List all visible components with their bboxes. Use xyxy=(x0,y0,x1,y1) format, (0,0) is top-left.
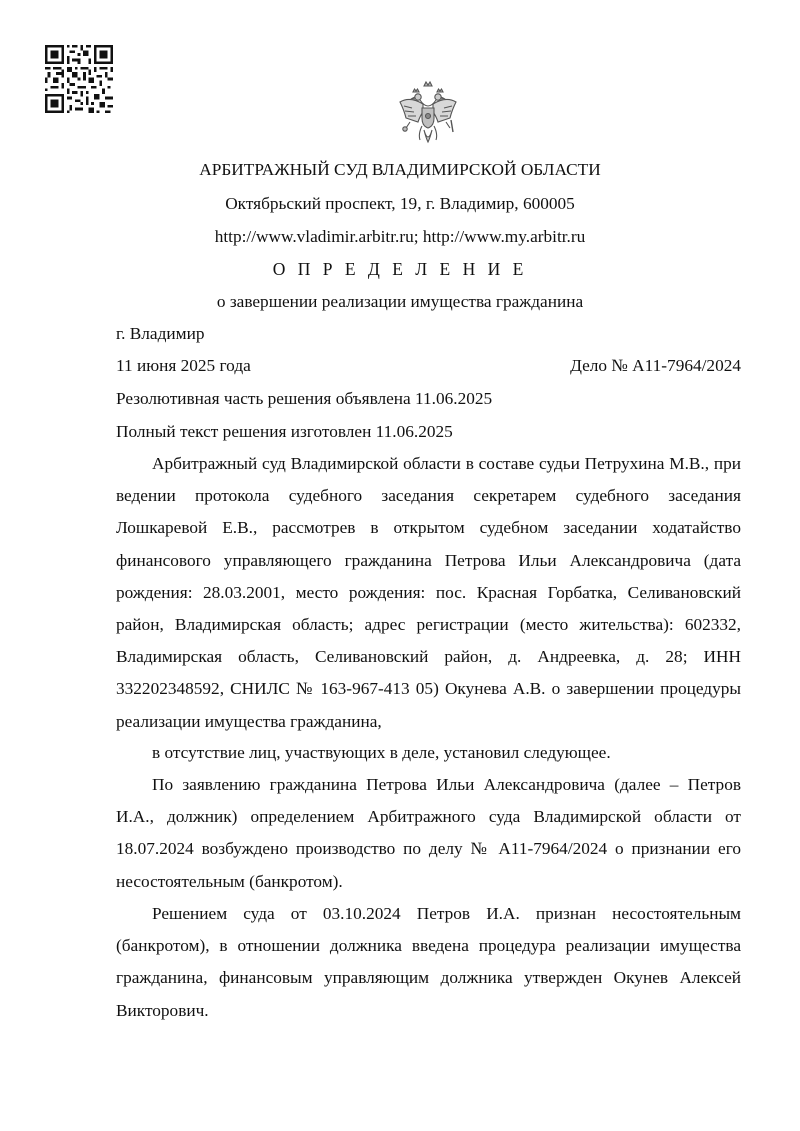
court-address: Октябрьский проспект, 19, г. Владимир, 600005 xyxy=(225,194,575,213)
document-type: О П Р Е Д Е Л Е Н И Е xyxy=(272,259,528,279)
case-number: Дело № А11-7964/2024 xyxy=(570,356,741,375)
full-text-date: Полный текст решения изготовлен 11.06.2025 xyxy=(116,422,453,441)
paragraph-absence: в отсутствие лиц, участвующих в деле, установил следующее. xyxy=(152,743,611,762)
court-websites: http://www.vladimir.arbitr.ru; http://www.my.arbitr.ru xyxy=(214,227,586,246)
paragraph-court-composition: Арбитражный суд Владимирской области в составе судьи Петрухина М.В., при ведении протокола судебного заседания секретарем судебного заседания Лошкаревой Е.В., рассмотрев в открытом судебном заседании ходатайство финансового управляющего гражданина Петрова Ильи Александровича (дата рождения: 28.03.2001, место рождения: пос. Красная Горбатка, Селивановский район, Владимирская область; адрес регистрации (место жительства): 602332, Владимирская область, Селивановский район, д. Андреевка, д. 28; ИНН 332202348592, СНИЛС № 163-967-413 05) Окунева А.В. о завершении процедуры реализации имущества гражданина, xyxy=(116,454,741,731)
qr-code-icon xyxy=(45,45,113,113)
operative-part-date: Резолютивная часть решения объявлена 11.06.2025 xyxy=(116,389,493,408)
paragraph-bankruptcy-application: По заявлению гражданина Петрова Ильи Александровича (далее – Петров И.А., должник) определением Арбитражного суда Владимирской области от 18.07.2024 возбуждено производство по делу № А11-7964/2024 о признании его несостоятельным (банкротом). xyxy=(116,775,741,891)
court-name: АРБИТРАЖНЫЙ СУД ВЛАДИМИРСКОЙ ОБЛАСТИ xyxy=(199,160,601,179)
document-subject: о завершении реализации имущества гражданина xyxy=(216,292,584,311)
coat-of-arms-icon xyxy=(396,80,460,150)
paragraph-court-ruling: Решением суда от 03.10.2024 Петров И.А. признан несостоятельным (банкротом), в отношении должника введена процедура реализации имущества гражданина, финансовым управляющим должника утвержден Окунев Алексей Викторович. xyxy=(116,904,741,1020)
city: г. Владимир xyxy=(116,324,205,343)
decision-date: 11 июня 2025 года xyxy=(116,356,251,375)
